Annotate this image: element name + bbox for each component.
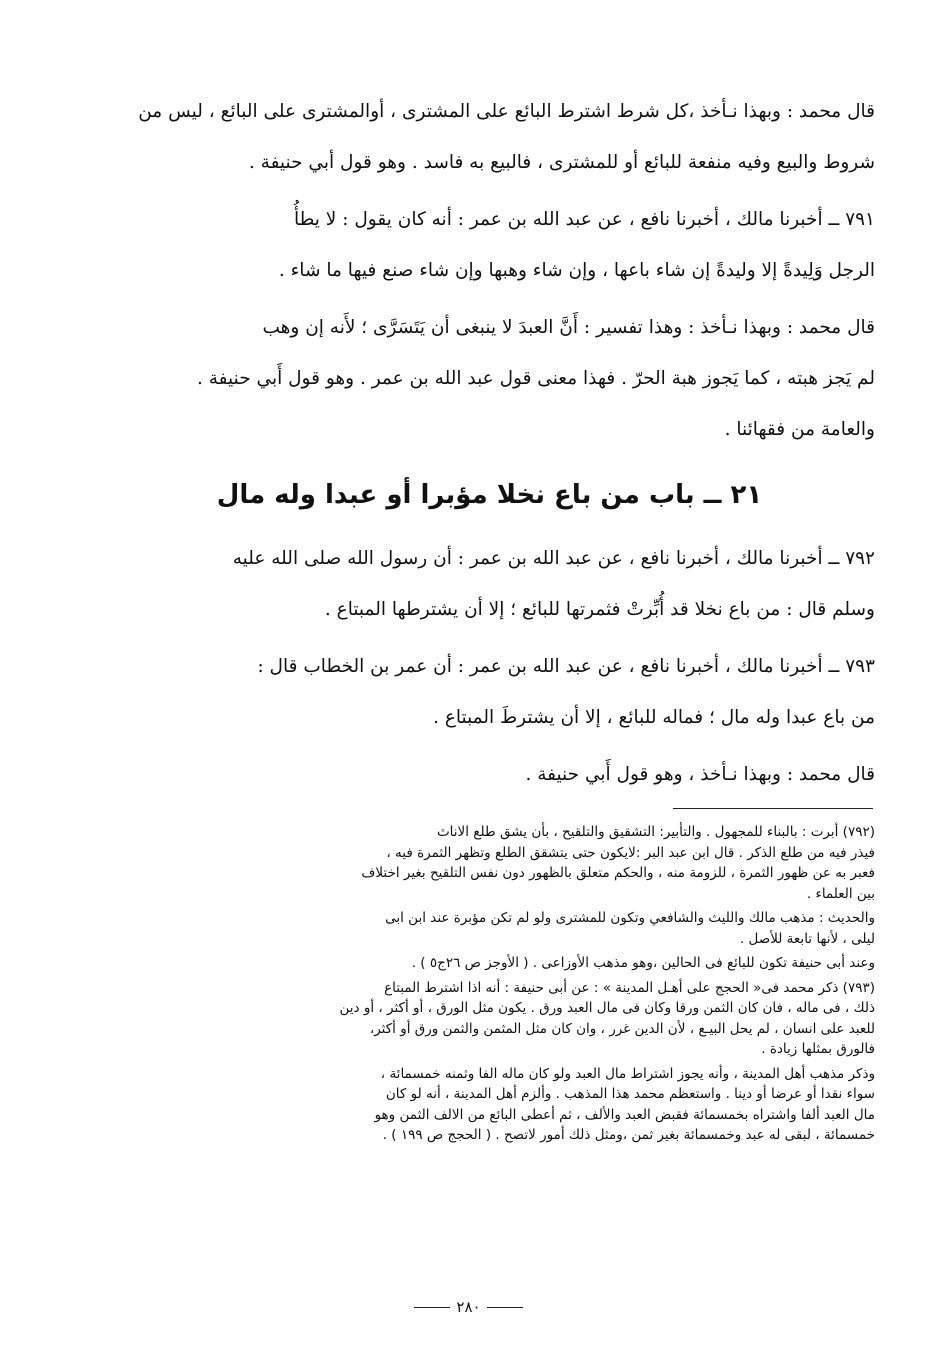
page-number <box>0 1298 937 1316</box>
text-line: والعامة من فقهائنا . <box>724 419 875 440</box>
page-number-text: ٢٨٠ <box>456 1298 481 1316</box>
footnotes <box>103 822 875 1150</box>
footnote-divider <box>673 808 873 809</box>
footnote-line: فعبر به عن ظهور الثمرة ، للزومة منه ، والحكم متعلق بالظهور دون نفس التلقيح بغير اختلاف <box>361 865 875 881</box>
footnote-792-cont <box>103 908 875 949</box>
hadith-791 <box>104 194 875 296</box>
text-line: وسلم قال : من باع نخلا قد أُبِّرتْ فثمرتها للبائع ؛ إلا أن يشترطها المبتاع . <box>324 599 875 620</box>
footnote-line: (٧٩٣) ذكر محمد فى« الحجج على أهـل المدينة » : عن أبى حنيفة : أنه اذا اشترط المبتاع <box>384 979 875 996</box>
dash-decoration <box>487 1307 523 1308</box>
hadith-793 <box>104 641 875 743</box>
paragraph <box>104 86 875 188</box>
text-line: قال محمد : وبهذا نـأخذ ،كل شرط اشترط البائع على المشترى ، أوالمشترى على البائع ، ليس من <box>138 101 875 122</box>
footnote-line: فيذر فيه من طلع الذكر . قال ابن عبد البر :لايكون حتى يتشقق الطلع وتظهر الثمرة فيه ، <box>386 844 875 861</box>
footnote-line: فالورق بمثلها زيادة . <box>761 1041 875 1057</box>
text-line: ٧٩٣ ــ أخبرنا مالك ، أخبرنا نافع ، عن عبد الله بن عمر : أن عمر بن الخطاب قال : <box>257 656 875 677</box>
paragraph <box>104 302 875 455</box>
footnote-792 <box>103 822 875 904</box>
chapter-title: ٢١ ــ باب من باع نخلا مؤبرا أو عبدا وله مال <box>216 480 763 510</box>
footnote-line: للعبد على انسان ، لم يحل البيـع ، لأن الدين غرر ، وان كان مثل المثمن والثمن ورق أو أكثر، <box>369 1020 875 1037</box>
dash-decoration <box>414 1307 450 1308</box>
footnote-line: والحديث : مذهب مالك والليث والشافعي وتكون للمشترى ولو لم تكن مؤبرة عند ابن ابى <box>385 910 875 926</box>
footnote-line: (٧٩٢) أبرت : بالبناء للمجهول . والتأبير: التشقيق والتلقيح ، بأن يشق طلع الاناث <box>436 824 875 840</box>
footnote-line: خمسمائة ، لبقى له عبد وخمسمائة بغير ثمن ،ومثل ذلك أمور لاتصح . ( الحجج ص ١٩٩ ) . <box>382 1127 875 1143</box>
footnote-792-hanafi <box>103 953 875 974</box>
text-line: من باع عبدا وله مال ؛ فماله للبائع ، إلا أن يشترطَ المبتاع . <box>433 707 875 728</box>
footnote-793 <box>103 978 875 1060</box>
text-line: قال محمد : وبهذا نـأخذ : وهذا تفسير : أَنَّ العبدَ لا ينبغى أن يَتَسَرَّى ؛ لأَنه إن وهب <box>262 317 875 338</box>
main-text-top <box>104 86 875 455</box>
footnote-line: وعند أبى حنيفة تكون للبائع فى الحالين ،وهو مذهب الأوزاعى . ( الأوجز ص ٢٦ج٥ ) . <box>411 955 875 971</box>
paragraph <box>104 749 875 800</box>
text-line: ٧٩٢ ــ أخبرنا مالك ، أخبرنا نافع ، عن عبد الله بن عمر : أن رسول الله صلى الله عليه <box>232 548 875 569</box>
text-line: قال محمد : وبهذا نـأخذ ، وهو قول أَبي حنيفة . <box>525 764 875 785</box>
footnote-line: مال العبد ألفا واشتراه بخمسمائة فقبض العبد والألف ، ثم أعطى البائع من الالف الثمن وهو <box>374 1106 875 1123</box>
text-line: شروط والبيع وفيه منفعة للبائع أو للمشترى ، فالبيع به فاسد . وهو قول أبي حنيفة . <box>248 152 875 173</box>
text-line: الرجل وَلِيدةً إلا وليدةً إن شاء باعها ، وإن شاء وهبها وإن شاء صنع فيها ما شاء . <box>278 260 875 281</box>
footnote-line: بين العلماء . <box>806 885 875 902</box>
text-line: ٧٩١ ــ أخبرنا مالك ، أخبرنا نافع ، عن عبد الله بن عمر : أنه كان يقول : لا يطأُ <box>293 209 875 230</box>
main-text-bottom <box>104 533 875 800</box>
hadith-792 <box>104 533 875 635</box>
footnote-793-cont <box>103 1064 875 1146</box>
footnote-line: سواء نقدا أو عرضا أو دينا . واستعظم محمد هذا المذهب . وألزم أهل المدينة ، أنه لو كان <box>385 1086 875 1102</box>
text-line: لم يَجز هبته ، كما يَجوز هبة الحرّ . فهذا معنى قول عبد الله بن عمر . وهو قول أَبي حنيفة . <box>197 368 875 389</box>
footnote-line: وذكر مذهب أهل المدينة ، وأنه يجوز اشتراط مال العبد ولو كان ماله الفا وثمنه خمسمائة ، <box>380 1065 875 1082</box>
footnote-line: ذلك ، فى ماله ، فان كان الثمن ورقا وكان فى مال العبد ورق . يكون مثل الورق ، أو أكثر ، أو دين <box>339 1000 875 1016</box>
footnote-line: ليلى ، لأنها تابعة للأصل . <box>739 930 875 947</box>
